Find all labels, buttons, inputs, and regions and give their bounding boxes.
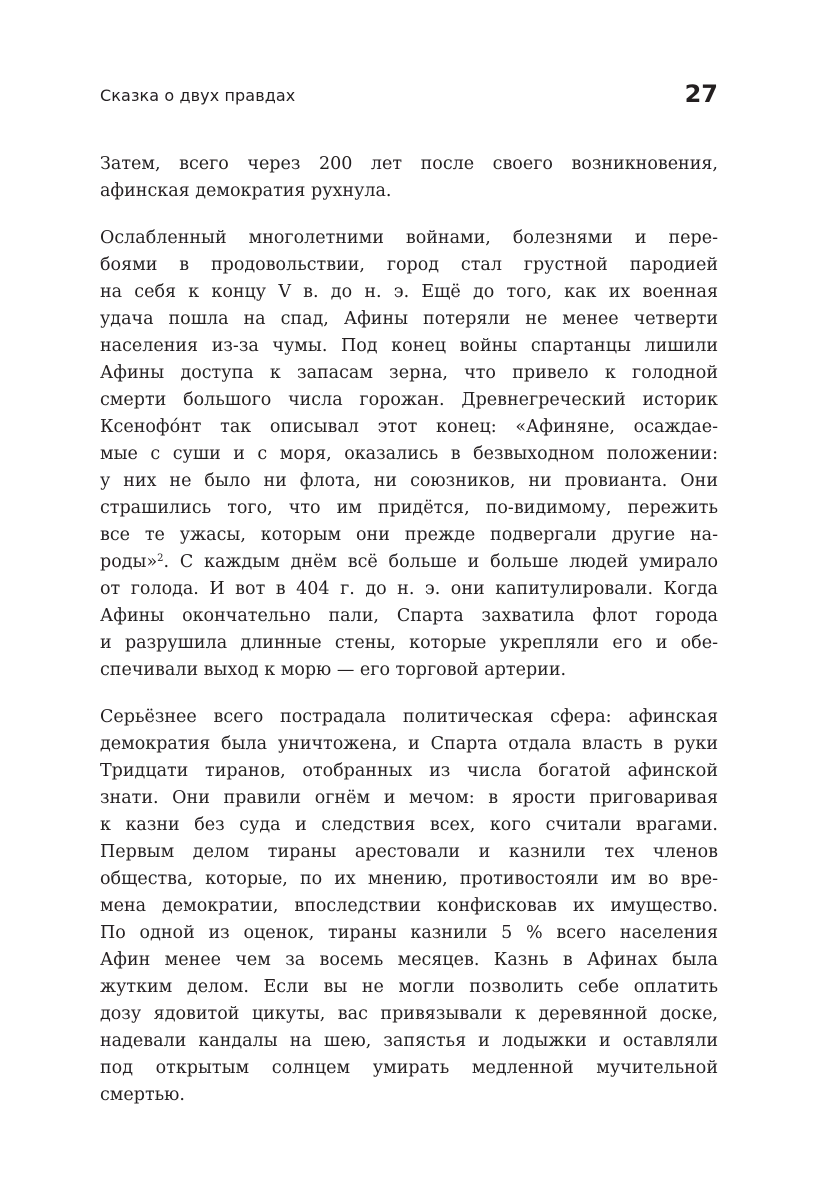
text-line-with-footnote (100, 549, 718, 576)
text-line: у них не было ни флота, ни союзников, ни провианта. Они (100, 471, 718, 491)
text-line: общества, которые, по их мнению, противостояли им во вре- (100, 869, 718, 889)
running-title: Сказка о двух правдах (100, 86, 296, 105)
text-line: и разрушила длинные стены, которые укрепляли его и обе- (100, 633, 718, 653)
text-line: демократия была уничтожена, и Спарта отдала власть в руки (100, 734, 718, 754)
text-line: жутким делом. Если вы не могли позволить себе оплатить (100, 977, 718, 997)
text-line: надевали кандалы на шею, запястья и лодыжки и оставляли (100, 1031, 718, 1051)
text-line: мена демократии, впоследствии конфисковав их имущество. (100, 896, 718, 916)
page-number: 27 (684, 80, 718, 108)
text-line: Ослабленный многолетними войнами, болезнями и пере- (100, 228, 718, 248)
footnote-marker[interactable]: 2 (157, 553, 164, 564)
paragraph (100, 151, 718, 205)
text-line: афинская демократия рухнула. (100, 181, 392, 201)
text-line: Тридцати тиранов, отобранных из числа богатой афинской (100, 761, 718, 781)
paragraph (100, 225, 718, 684)
text-line: мые с суши и с моря, оказались в безвыходном положении: (100, 444, 718, 464)
text-line: от голода. И вот в 404 г. до н. э. они капитулировали. Когда (100, 579, 718, 599)
text-line: боями в продовольствии, город стал грустной пародией (100, 255, 718, 275)
text-line: на себя к концу V в. до н. э. Ещё до того, как их военная (100, 282, 718, 302)
text-fragment: роды» (100, 552, 158, 572)
text-line: населения из-за чумы. Под конец войны спартанцы лишили (100, 336, 718, 356)
text-line: Афины доступа к запасам зерна, что привело к голодной (100, 363, 718, 383)
text-line: смертью. (100, 1085, 185, 1105)
text-line: к казни без суда и следствия всех, кого считали врагами. (100, 815, 718, 835)
paragraph (100, 704, 718, 1109)
text-line: смерти большого числа горожан. Древнегреческий историк (100, 390, 718, 410)
text-line: Афины окончательно пали, Спарта захватила флот города (100, 606, 718, 626)
text-line: Затем, всего через 200 лет после своего возникновения, (100, 154, 718, 174)
text-line: знати. Они правили огнём и мечом: в ярости приговаривая (100, 788, 718, 808)
text-line: все те ужасы, которым они прежде подвергали другие на- (100, 525, 718, 545)
text-line: Афин менее чем за восемь месяцев. Казнь в Афинах была (100, 950, 718, 970)
text-line: удача пошла на спад, Афины потеряли не менее четверти (100, 309, 718, 329)
text-fragment: . С каждым днём всё больше и больше людей умирало (163, 552, 718, 572)
body-text (100, 151, 718, 1109)
running-head (100, 80, 718, 110)
text-line: под открытым солнцем умирать медленной мучительной (100, 1058, 718, 1078)
text-line: По одной из оценок, тираны казнили 5 % всего населения (100, 923, 718, 943)
text-line: Первым делом тираны арестовали и казнили тех членов (100, 842, 718, 862)
text-line: Серьёзнее всего пострадала политическая сфера: афинская (100, 707, 718, 727)
text-line: спечивали выход к морю — его торговой артерии. (100, 660, 567, 680)
text-line: страшились того, что им придётся, по-видимому, пережить (100, 498, 718, 518)
text-line: дозу ядовитой цикуты, вас привязывали к деревянной доске, (100, 1004, 718, 1024)
text-line: Ксенофóнт так описывал этот конец: «Афиняне, осаждае- (100, 417, 718, 437)
